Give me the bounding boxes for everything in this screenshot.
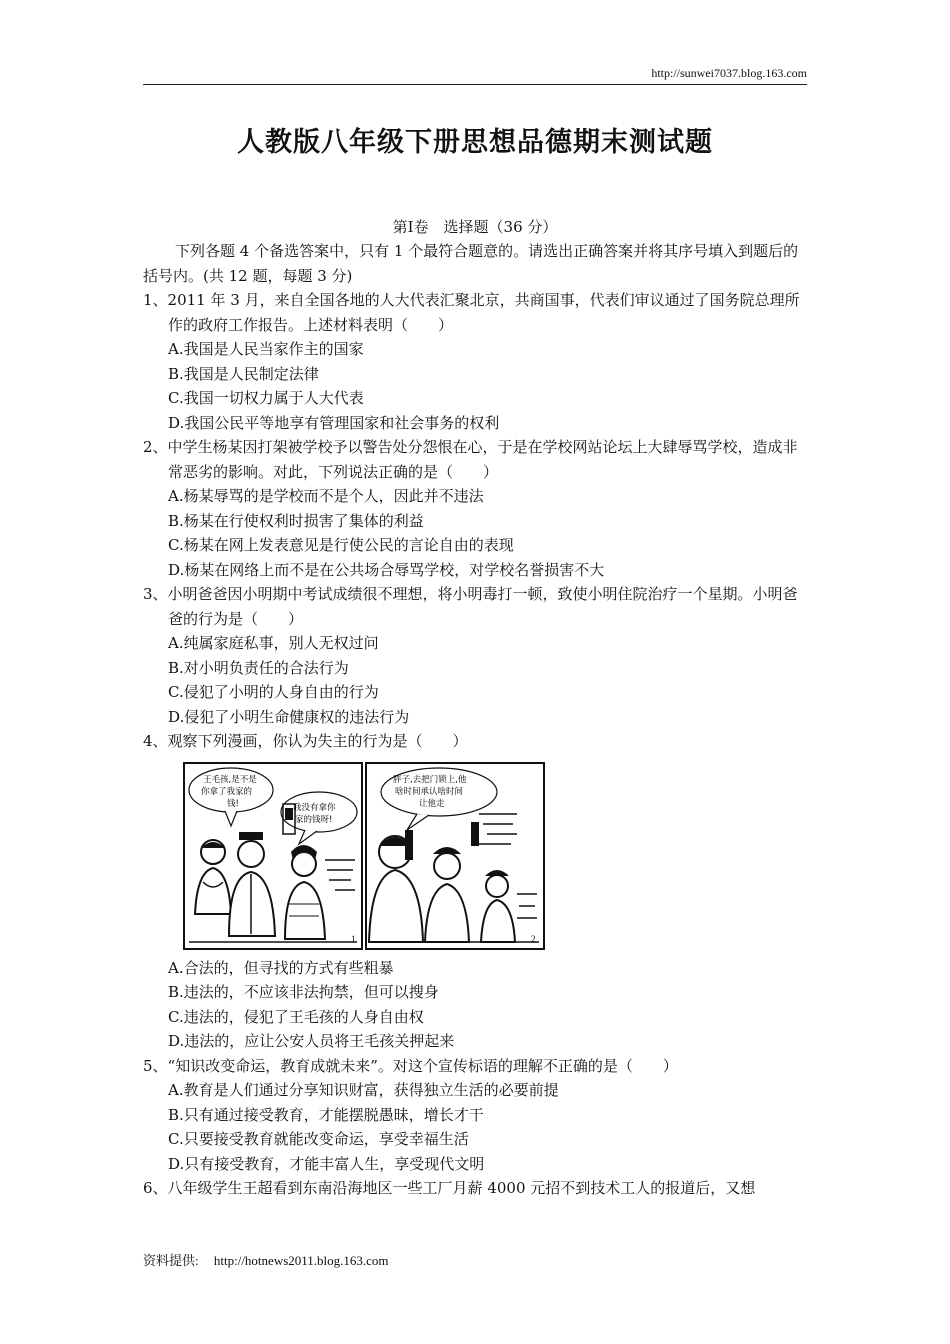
- option-d: D.我国公民平等地享有管理国家和社会事务的权利: [168, 413, 500, 432]
- option-d: D.违法的，应让公安人员将王毛孩关押起来: [168, 1032, 455, 1050]
- section-intro: 下列各题 4 个备选答案中，只有 1 个最符合题意的。请选出正确答案并将其序号填入到题后的括号内。(共 12 题，每题 3 分): [143, 242, 799, 285]
- option-a: A.我国是人民当家作主的国家: [168, 340, 364, 358]
- bubble-line: 家的钱呀!: [295, 814, 333, 825]
- section-title: 第Ⅰ卷 选择题（36 分）: [392, 218, 558, 236]
- option-a: A.杨某辱骂的是学校而不是个人，因此并不违法: [168, 487, 484, 505]
- comic-strip: [183, 762, 543, 948]
- option-b: B.对小明负责任的合法行为: [168, 658, 349, 677]
- option-b: B.杨某在行使权利时损害了集体的利益: [168, 511, 424, 530]
- question-stem: 5、“知识改变命运，教育成就未来”。对这个宣传标语的理解不正确的是（ ）: [143, 1056, 678, 1075]
- option-d: D.侵犯了小明生命健康权的违法行为: [168, 707, 410, 726]
- footer: [143, 1250, 401, 1269]
- option-a: A.合法的，但寻找的方式有些粗暴: [168, 958, 394, 977]
- comic-panel-1: [183, 762, 363, 950]
- bubble-line: 我没有拿你: [293, 802, 336, 813]
- question-1: [143, 288, 807, 435]
- option-d: D.杨某在网络上而不是在公共场合辱骂学校，对学校名誉损害不大: [168, 560, 605, 579]
- panel-number: 1: [351, 933, 356, 944]
- footer-url[interactable]: http://hotnews2011.blog.163.com: [213, 1253, 389, 1268]
- question-6: [143, 1176, 807, 1201]
- question-4: [143, 729, 807, 1054]
- bubble-line: 王毛孩,是不是: [203, 774, 257, 785]
- panel-number: 2: [531, 933, 536, 944]
- option-b: B.违法的，不应该非法拘禁，但可以搜身: [168, 983, 439, 1001]
- option-c: C.只要接受教育就能改变命运，享受幸福生活: [168, 1130, 469, 1148]
- question-3: [143, 582, 807, 729]
- question-stem: 1、2011 年 3 月，来自全国各地的人大代表汇聚北京，共商国事，代表们审议通过了国务院总理所作的政府工作报告。上述材料表明（ ）: [143, 291, 800, 334]
- option-d: D.只有接受教育，才能丰富人生，享受现代文明: [168, 1154, 485, 1173]
- comic-panel-2: [365, 762, 545, 950]
- bubble-line: 胖子,去把门锁上,他: [393, 774, 467, 785]
- question-stem: 3、小明爸爸因小明期中考试成绩很不理想，将小明毒打一顿，致使小明住院治疗一个星期。小明爸爸的行为是（ ）: [143, 585, 798, 628]
- header-url[interactable]: http://sunwei7037.blog.163.com: [651, 66, 807, 80]
- question-stem: 2、中学生杨某因打架被学校予以警告处分怨恨在心，于是在学校网站论坛上大肆辱骂学校，造成非常恶劣的影响。对此，下列说法正确的是（ ）: [143, 438, 798, 481]
- bubble-line: 你拿了我家的: [201, 786, 253, 797]
- option-c: C.杨某在网上发表意见是行使公民的言论自由的表现: [168, 536, 514, 554]
- question-2: [143, 435, 807, 582]
- footer-label: 资料提供:: [143, 1253, 199, 1268]
- option-c: C.违法的，侵犯了王毛孩的人身自由权: [168, 1007, 424, 1026]
- option-b: B.只有通过接受教育，才能摆脱愚昧，增长才干: [168, 1105, 484, 1124]
- bubble-line: 啥时间承认啥时间: [395, 786, 464, 797]
- page-title: 人教版八年级下册思想品德期末测试题: [237, 127, 713, 158]
- comic-panel-1-drawing: [185, 764, 361, 948]
- option-a: A.纯属家庭私事，别人无权过问: [168, 634, 379, 652]
- option-c: C.我国一切权力属于人大代表: [168, 389, 364, 407]
- bubble-line: 让他走: [419, 798, 445, 809]
- exam-content: [143, 215, 807, 1201]
- question-5: [143, 1054, 807, 1177]
- option-c: C.侵犯了小明的人身自由的行为: [168, 683, 379, 701]
- option-b: B.我国是人民制定法律: [168, 364, 319, 383]
- bubble-line: 钱!: [227, 798, 239, 809]
- option-a: A.教育是人们通过分享知识财富，获得独立生活的必要前提: [168, 1081, 559, 1099]
- comic-panel-2-drawing: [367, 764, 543, 948]
- question-stem: 6、八年级学生王超看到东南沿海地区一些工厂月薪 4000 元招不到技术工人的报道后，又想: [143, 1179, 756, 1197]
- header-divider: [143, 84, 807, 85]
- question-stem: 4、观察下列漫画，你认为失主的行为是（ ）: [143, 732, 468, 750]
